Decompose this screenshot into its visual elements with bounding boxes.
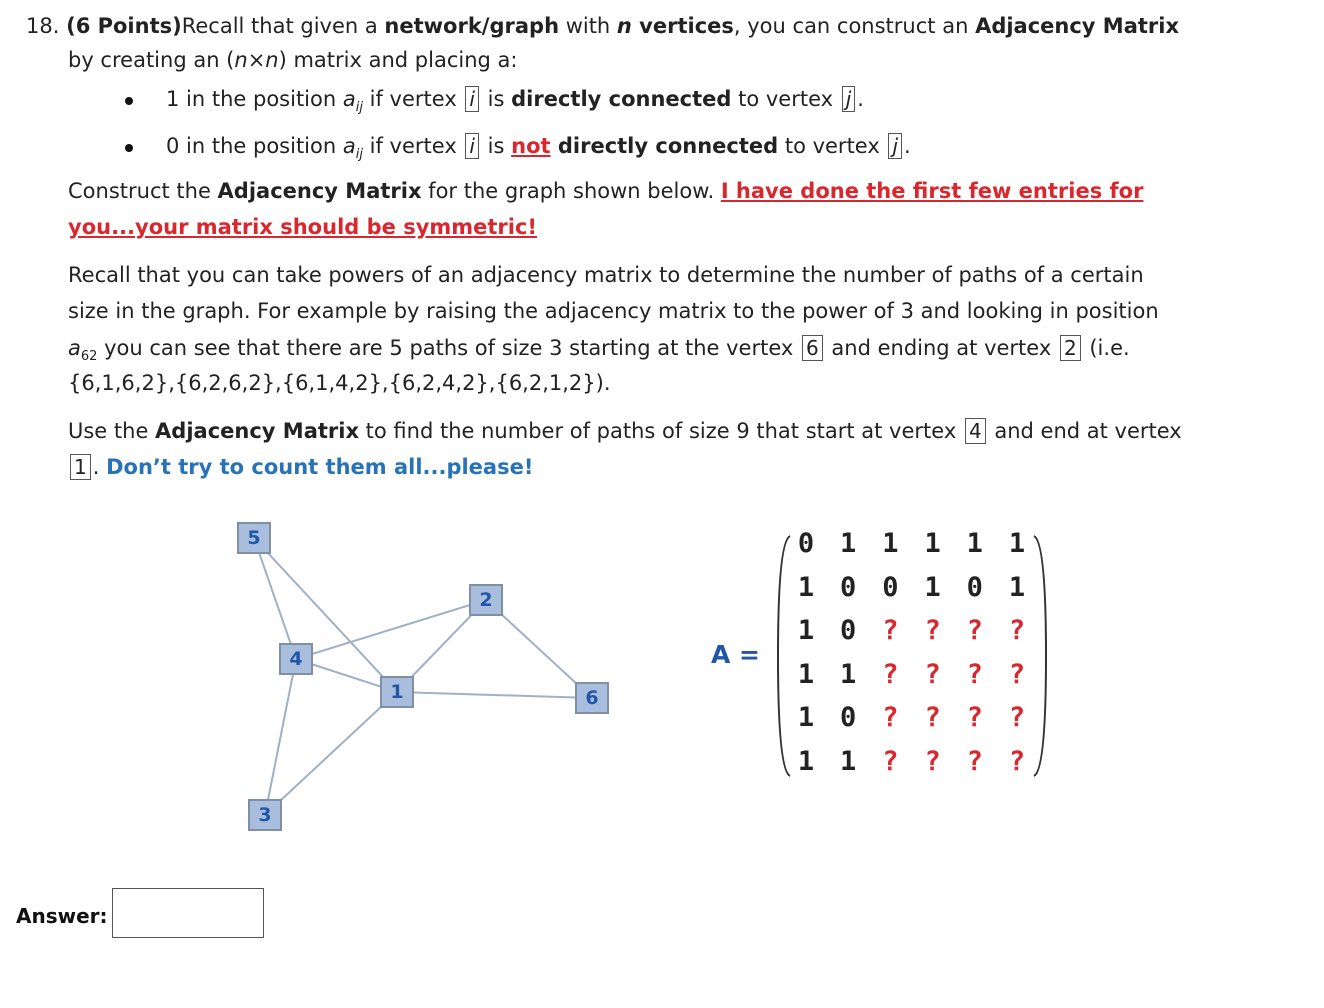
- vertex-box-i: i: [465, 133, 479, 159]
- matrix-cell: ?: [1008, 745, 1026, 777]
- term-directly-connected: directly connected: [550, 134, 779, 158]
- matrix-cell: ?: [882, 745, 899, 777]
- matrix-cell: 1: [797, 571, 815, 603]
- vertex-box-i: i: [465, 86, 479, 112]
- vertex-box-1: 1: [70, 454, 91, 480]
- graph-node-1: 1: [380, 676, 414, 708]
- text: by creating an (: [68, 48, 235, 72]
- matrix-cell: ?: [966, 658, 983, 690]
- matrix-cell: 1: [966, 528, 983, 559]
- recall-line-1: Recall that you can take powers of an adjacency matrix to determine the number of paths of a certain: [68, 263, 1144, 287]
- text: and end at vertex: [987, 419, 1182, 443]
- right-paren: [1034, 536, 1046, 776]
- text: .: [92, 455, 107, 479]
- problem-points: (6 Points): [66, 14, 182, 38]
- graph-node-4: 4: [279, 643, 313, 675]
- text: with: [559, 14, 617, 38]
- text: Use the: [68, 419, 156, 443]
- matrix-cell: ?: [1008, 658, 1026, 690]
- text: Recall that given a: [181, 14, 385, 38]
- var-n: n: [234, 48, 248, 72]
- matrix-brackets: [772, 532, 1052, 780]
- graph-node-5: 5: [237, 522, 271, 554]
- matrix-cell: 1: [882, 528, 899, 559]
- text: if vertex: [362, 134, 464, 158]
- term-network-graph: network/graph: [384, 14, 560, 38]
- red-note-1: I have done the first few entries for: [720, 179, 1144, 203]
- matrix-cell: 0: [840, 571, 857, 603]
- text: is: [480, 134, 512, 158]
- matrix-cell: 1: [840, 658, 857, 690]
- matrix-cell: ?: [882, 658, 899, 690]
- text: 0 in the position: [166, 134, 343, 158]
- vertex-box-j: j: [842, 86, 856, 112]
- term-vertices: vertices: [631, 14, 734, 38]
- graph-node-6: 6: [575, 682, 609, 714]
- text: (i.e.: [1082, 336, 1130, 360]
- matrix-cell: 1: [797, 658, 815, 690]
- matrix-cell: ?: [924, 658, 941, 690]
- graph-node-3: 3: [248, 799, 282, 831]
- text: ) matrix and placing a:: [278, 48, 518, 72]
- vertex-box-j: j: [888, 133, 902, 159]
- matrix-cell: 0: [840, 702, 857, 733]
- edge-5-4: [254, 538, 296, 659]
- matrix-cell: ?: [966, 702, 983, 733]
- matrix-cell: ?: [1008, 615, 1026, 646]
- matrix-cell: ?: [924, 745, 941, 777]
- var-a: a: [342, 134, 356, 158]
- matrix-cell: 0: [882, 571, 899, 603]
- text: Construct the: [68, 179, 218, 203]
- matrix-cell: 0: [797, 528, 815, 559]
- vertex-box-6: 6: [802, 335, 823, 361]
- text: for the graph shown below.: [421, 179, 721, 203]
- matrix-cell: 0: [966, 571, 983, 603]
- matrix-cell: 1: [924, 571, 941, 603]
- subscript: ij: [355, 147, 363, 163]
- text: 1 in the position: [166, 87, 343, 111]
- text: , you can construct an: [733, 14, 976, 38]
- problem-number: 18.: [26, 14, 60, 38]
- matrix-label: [711, 640, 760, 669]
- var-a: a: [342, 87, 356, 111]
- graph-node-2: 2: [469, 584, 503, 616]
- matrix-cell: ?: [882, 615, 899, 646]
- text: to vertex: [778, 134, 887, 158]
- matrix-cell: 1: [797, 702, 815, 733]
- text: you can see that there are 5 paths of size 3 starting at the vertex: [97, 336, 800, 360]
- matrix-cell: 1: [840, 745, 857, 777]
- times-sign: ×: [247, 48, 266, 72]
- matrix-cell: 1: [797, 615, 815, 646]
- term-directly-connected: directly connected: [511, 87, 732, 111]
- red-note-2: you...your matrix should be symmetric!: [68, 215, 538, 239]
- emphasis-not: not: [511, 134, 551, 158]
- var-a: a: [68, 336, 81, 360]
- matrix-cell: 1: [797, 745, 815, 777]
- term-adjacency-matrix: Adjacency Matrix: [975, 14, 1180, 38]
- matrix-cell: ?: [1008, 702, 1026, 733]
- matrix-cell: ?: [966, 745, 983, 777]
- vertex-box-4: 4: [965, 418, 986, 444]
- edge-1-6: [397, 692, 592, 698]
- var-n: n: [265, 48, 279, 72]
- text: if vertex: [362, 87, 464, 111]
- text: .: [857, 87, 864, 111]
- answer-input[interactable]: [112, 888, 264, 938]
- matrix-cell: ?: [966, 615, 983, 646]
- matrix-cell: 1: [840, 528, 857, 559]
- left-paren: [778, 536, 790, 776]
- text: to vertex: [731, 87, 840, 111]
- matrix-cell: 1: [1008, 571, 1026, 603]
- text: to find the number of paths of size 9 that start at vertex: [359, 419, 963, 443]
- text: is: [480, 87, 512, 111]
- matrix-cell: 1: [1008, 528, 1026, 559]
- recall-line-2: size in the graph. For example by raising the adjacency matrix to the power of 3 and looking in position: [68, 299, 1159, 323]
- subscript: 62: [80, 349, 98, 365]
- matrix-cell: 0: [840, 615, 857, 646]
- matrix-label-text: A =: [711, 640, 760, 669]
- subscript: ij: [355, 100, 363, 116]
- matrix-cell: ?: [924, 702, 941, 733]
- matrix-cell: ?: [882, 702, 899, 733]
- term-adjacency-matrix: Adjacency Matrix: [217, 179, 422, 203]
- blue-note: Don’t try to count them all...please!: [106, 455, 534, 479]
- answer-label: Answer:: [16, 904, 108, 928]
- term-adjacency-matrix: Adjacency Matrix: [155, 419, 359, 443]
- var-n: n: [616, 14, 632, 38]
- matrix-cell: 1: [924, 528, 941, 559]
- text: and ending at vertex: [824, 336, 1058, 360]
- recall-line-4: {6,1,6,2},{6,2,6,2},{6,1,4,2},{6,2,4,2},{6,2,1,2}).: [68, 371, 611, 395]
- matrix-cell: ?: [924, 615, 941, 646]
- vertex-box-2: 2: [1060, 335, 1081, 361]
- text: .: [904, 134, 911, 158]
